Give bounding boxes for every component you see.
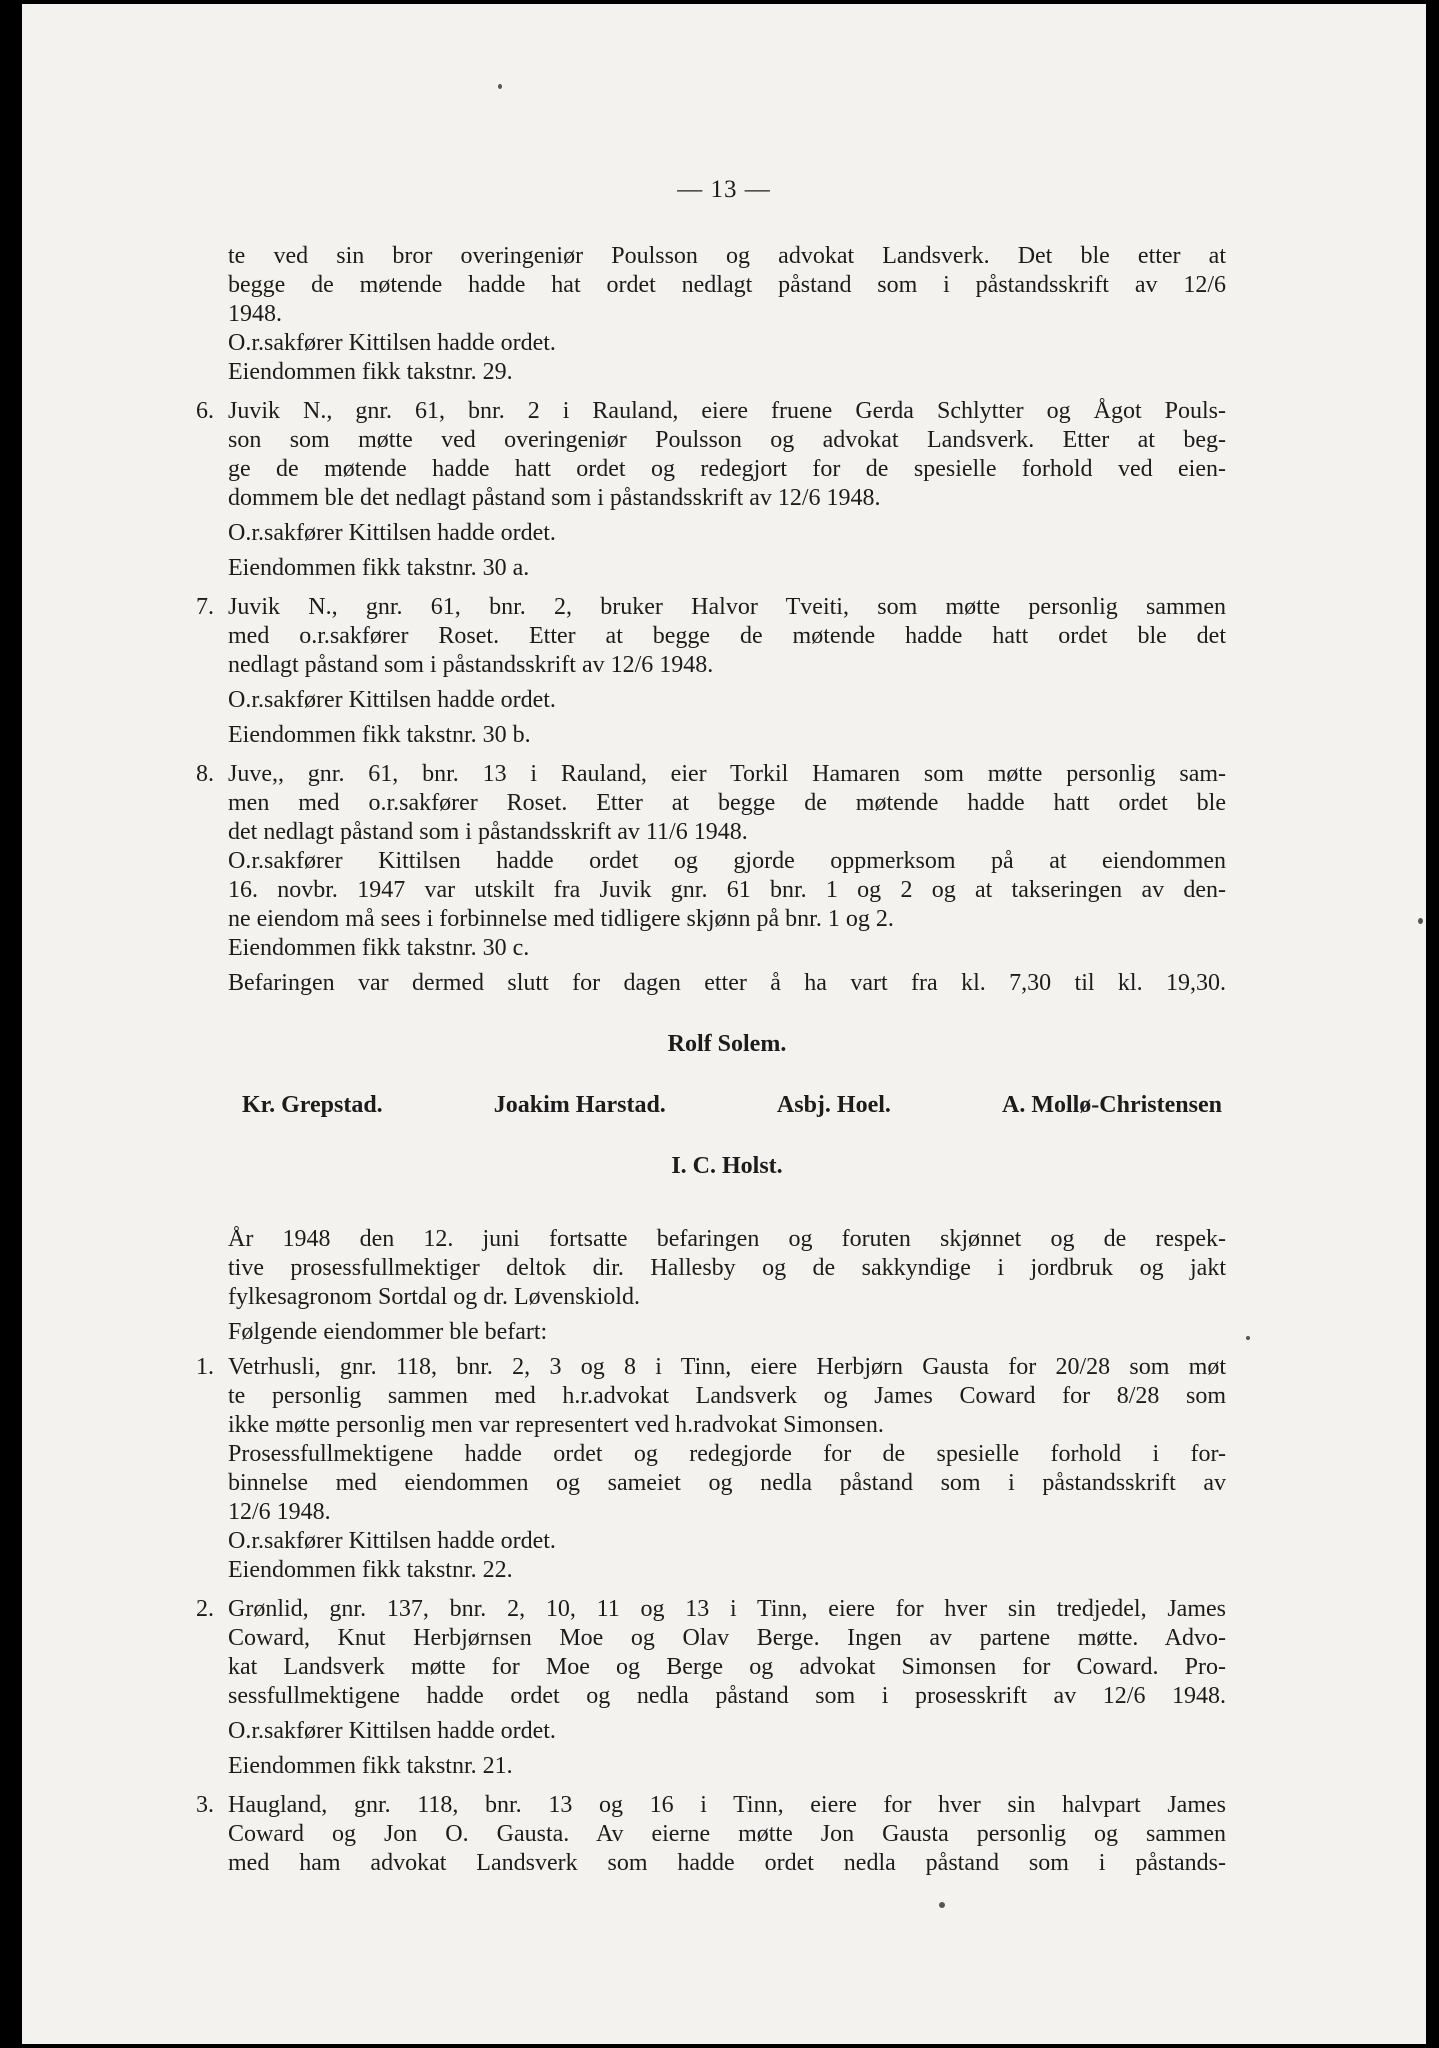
text-line: Grønlid, gnr. 137, bnr. 2, 10, 11 og 13 i Tinn, eiere for hver sin tredjedel, James	[228, 1596, 1226, 1622]
text-line: Coward, Knut Herbjørnsen Moe og Olav Berge. Ingen av partene møtte. Advo-	[228, 1625, 1226, 1651]
speaker-line: O.r.sakfører Kittilsen hadde ordet.	[228, 520, 556, 546]
signature-clerk: I. C. Holst.	[671, 1153, 783, 1179]
item-number: 3.	[196, 1792, 214, 1818]
text-line: Haugland, gnr. 118, bnr. 13 og 16 i Tinn, eiere for hver sin halvpart James	[228, 1792, 1226, 1818]
list-item	[196, 1353, 1226, 1585]
list-item	[196, 593, 1226, 750]
scan-speck	[939, 1902, 945, 1908]
text-line: begge de møtende hadde hat ordet nedlagt påstand som i påstandsskrift av 12/6	[228, 272, 1226, 298]
document-page	[22, 4, 1426, 2044]
visited-heading: Følgende eiendommer ble befart:	[228, 1319, 548, 1345]
result-line: Eiendommen fikk takstnr. 30 b.	[228, 722, 531, 748]
page-number: — 13 —	[677, 176, 771, 203]
text-line: men med o.r.sakfører Roset. Etter at begge de møtende hadde hatt ordet ble	[228, 790, 1226, 816]
list-item	[196, 760, 1226, 963]
continuation-paragraph	[228, 242, 1226, 387]
speaker-line: O.r.sakfører Kittilsen hadde ordet.	[228, 687, 556, 713]
text-line: Coward og Jon O. Gausta. Av eierne møtte Jon Gausta personlig og sammen	[228, 1821, 1226, 1847]
result-line: Eiendommen fikk takstnr. 30 a.	[228, 555, 530, 581]
item-number: 8.	[196, 761, 214, 787]
list-item	[196, 1791, 1226, 1878]
text-line: Juve,, gnr. 61, bnr. 13 i Rauland, eier Torkil Hamaren som møtte personlig sam-	[228, 761, 1226, 787]
scan-speck	[498, 84, 502, 89]
result-line: Eiendommen fikk takstnr. 22.	[228, 1557, 513, 1583]
result-line: Eiendommen fikk takstnr. 29.	[228, 359, 513, 385]
list-item	[196, 1595, 1226, 1781]
text-line: dommem ble det nedlagt påstand som i påstandsskrift av 12/6 1948.	[228, 485, 881, 511]
text-line: te personlig sammen med h.r.advokat Landsverk og James Coward for 8/28 som	[228, 1383, 1226, 1409]
signature: Kr. Grepstad.	[242, 1092, 383, 1118]
signature: A. Mollø-Christensen	[1001, 1092, 1222, 1118]
page-body	[196, 242, 1226, 1878]
text-line: Vetrhusli, gnr. 118, bnr. 2, 3 og 8 i Tinn, eiere Herbjørn Gausta for 20/28 som møt	[228, 1354, 1226, 1380]
text-line: År 1948 den 12. juni fortsatte befaringen og foruten skjønnet og de respek-	[228, 1226, 1226, 1252]
text-line: fylkesagronom Sortdal og dr. Løvenskiold.	[228, 1284, 640, 1310]
result-line: Eiendommen fikk takstnr. 21.	[228, 1753, 513, 1779]
item-number: 7.	[196, 594, 214, 620]
item-number: 6.	[196, 398, 214, 424]
text-line: tive prosessfullmektiger deltok dir. Hallesby og de sakkyndige i jordbruk og jakt	[228, 1255, 1226, 1281]
scan-speck	[1418, 918, 1423, 924]
text-line: nedlagt påstand som i påstandsskrift av 12/6 1948.	[228, 652, 714, 678]
text-line: sessfullmektigene hadde ordet og nedla påstand som i prosesskrift av 12/6 1948.	[228, 1683, 1226, 1709]
closing-line: Befaringen var dermed slutt for dagen etter å ha vart fra kl. 7,30 til kl. 19,30.	[228, 970, 1226, 996]
new-day-paragraph	[228, 1225, 1226, 1347]
text-line: Prosessfullmektigene hadde ordet og redegjorde for de spesielle forhold i for-	[228, 1441, 1226, 1467]
text-line: 16. novbr. 1947 var utskilt fra Juvik gnr. 61 bnr. 1 og 2 og at takseringen av den-	[228, 877, 1226, 903]
text-line: kat Landsverk møtte for Moe og Berge og advokat Simonsen for Coward. Pro-	[228, 1654, 1226, 1680]
signature: Joakim Harstad.	[493, 1092, 666, 1118]
result-line: Eiendommen fikk takstnr. 30 c.	[228, 935, 530, 961]
text-line: 1948.	[228, 301, 282, 327]
text-line: med o.r.sakfører Roset. Etter at begge de møtende hadde hatt ordet ble det	[228, 623, 1226, 649]
text-line: ikke møtte personlig men var representert ved h.radvokat Simonsen.	[228, 1412, 884, 1438]
item-number: 1.	[196, 1354, 214, 1380]
text-line: Juvik N., gnr. 61, bnr. 2 i Rauland, eiere fruene Gerda Schlytter og Ågot Pouls-	[228, 398, 1226, 424]
text-line: med ham advokat Landsverk som hadde ordet nedla påstand som i påstands-	[228, 1850, 1226, 1876]
text-line: 12/6 1948.	[228, 1499, 331, 1525]
text-line: O.r.sakfører Kittilsen hadde ordet og gjorde oppmerksom på at eiendommen	[228, 848, 1226, 874]
signature-chair: Rolf Solem.	[667, 1031, 787, 1057]
text-line: ne eiendom må sees i forbinnelse med tidligere skjønn på bnr. 1 og 2.	[228, 906, 894, 932]
text-line: binnelse med eiendommen og sameiet og nedla påstand som i påstandsskrift av	[228, 1470, 1226, 1496]
scan-speck	[1246, 1336, 1250, 1340]
text-line: ge de møtende hadde hatt ordet og redegjort for de spesielle forhold ved eien-	[228, 456, 1226, 482]
list-item	[196, 397, 1226, 583]
speaker-line: O.r.sakfører Kittilsen hadde ordet.	[228, 1718, 556, 1744]
item-number: 2.	[196, 1596, 214, 1622]
signature-row	[228, 1091, 1226, 1120]
signature: Asbj. Hoel.	[776, 1092, 891, 1118]
text-line: Juvik N., gnr. 61, bnr. 2, bruker Halvor Tveiti, som møtte personlig sammen	[228, 594, 1226, 620]
speaker-line: O.r.sakfører Kittilsen hadde ordet.	[228, 1528, 556, 1554]
text-line: son som møtte ved overingeniør Poulsson og advokat Landsverk. Etter at beg-	[228, 427, 1226, 453]
text-line: te ved sin bror overingeniør Poulsson og advokat Landsverk. Det ble etter at	[228, 243, 1226, 269]
text-line: det nedlagt påstand som i påstandsskrift av 11/6 1948.	[228, 819, 748, 845]
text-line: O.r.sakfører Kittilsen hadde ordet.	[228, 330, 556, 356]
